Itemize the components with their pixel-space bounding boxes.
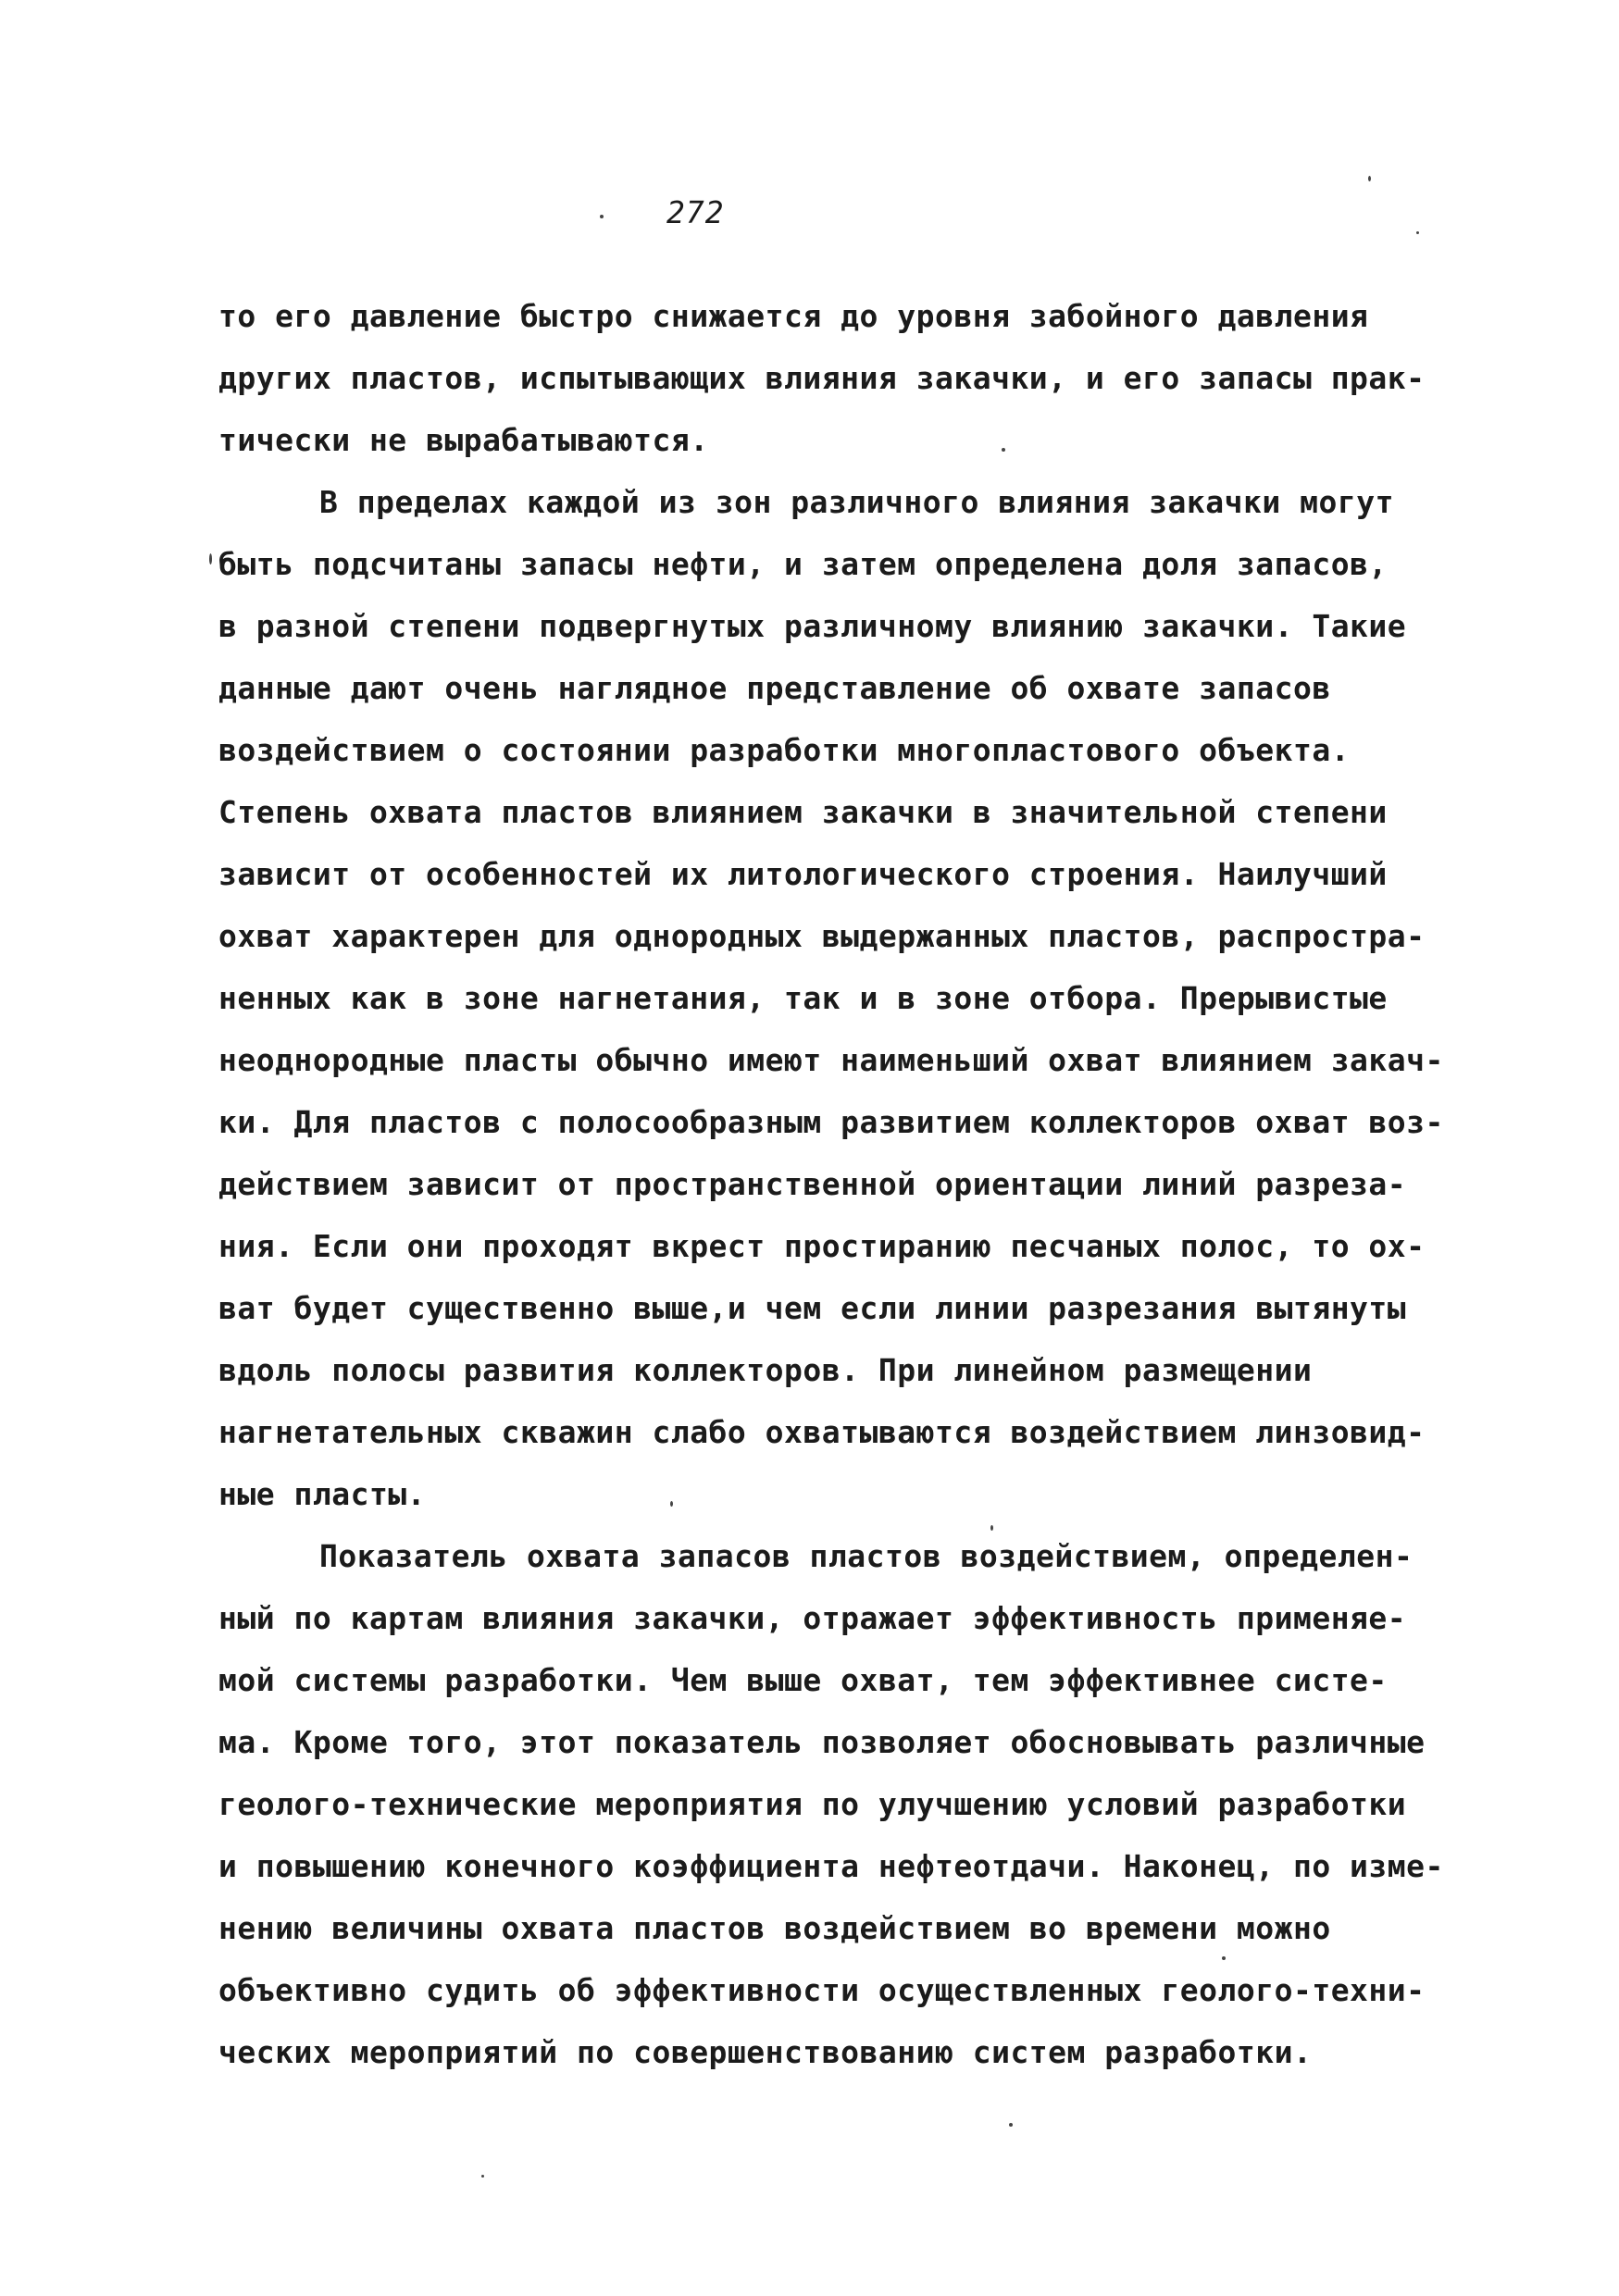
scan-speck: [1009, 2123, 1013, 2127]
text-line: неоднородные пласты обычно имеют наименьший охват влиянием закач-: [218, 1042, 1444, 1078]
text-line: ческих мероприятий по совершенствованию систем разработки.: [218, 2034, 1313, 2070]
text-line: ный по картам влияния закачки, отражает эффективность применяе-: [218, 1600, 1407, 1636]
scan-speck: [481, 2175, 484, 2178]
scan-speck: [600, 215, 604, 218]
text-line: ненных как в зоне нагнетания, так и в зоне отбора. Прерывистые: [218, 980, 1388, 1016]
text-line: нагнетательных скважин слабо охватываются воздействием линзовид-: [218, 1414, 1426, 1450]
scan-speck: [1416, 231, 1419, 234]
text-line: мой системы разработки. Чем выше охват, тем эффективнее систе-: [218, 1662, 1388, 1698]
text-line: зависит от особенностей их литологического строения. Наилучший: [218, 856, 1388, 892]
text-line: ват будет существенно выше,и чем если линии разрезания вытянуты: [218, 1290, 1407, 1326]
text-line: геолого-технические мероприятия по улучшению условий разработки: [218, 1786, 1407, 1822]
text-line: других пластов, испытывающих влияния закачки, и его запасы прак-: [218, 360, 1426, 396]
scan-speck: [670, 1501, 673, 1507]
text-line: охват характерен для однородных выдержанных пластов, распростра-: [218, 918, 1426, 954]
scan-speck: [209, 553, 212, 565]
text-line: вдоль полосы развития коллекторов. При линейном размещении: [218, 1352, 1313, 1388]
text-line: в разной степени подвергнутых различному влиянию закачки. Такие: [218, 608, 1407, 644]
text-line: ния. Если они проходят вкрест простиранию песчаных полос, то ох-: [218, 1228, 1426, 1264]
scan-speck: [1368, 176, 1371, 181]
text-line: воздействием о состоянии разработки многопластового объекта.: [218, 732, 1351, 768]
scan-speck: [1222, 1956, 1226, 1960]
page-number: 272: [666, 194, 725, 230]
text-line: то его давление быстро снижается до уровня забойного давления: [218, 298, 1369, 334]
scan-speck: [990, 1525, 993, 1531]
text-line: В пределах каждой из зон различного влияния закачки могут: [319, 484, 1394, 520]
text-line: тически не вырабатываются.: [218, 422, 709, 458]
text-line: ки. Для пластов с полосообразным развитием коллекторов охват воз-: [218, 1104, 1444, 1140]
text-line: данные дают очень наглядное представление об охвате запасов: [218, 670, 1331, 706]
text-line: Показатель охвата запасов пластов воздействием, определен-: [319, 1538, 1414, 1574]
scan-speck: [1002, 448, 1005, 452]
text-line: и повышению конечного коэффициента нефтеотдачи. Наконец, по изме-: [218, 1848, 1444, 1884]
text-line: ма. Кроме того, этот показатель позволяет обосновывать различные: [218, 1724, 1426, 1760]
text-line: ные пласты.: [218, 1476, 427, 1512]
text-line: Степень охвата пластов влиянием закачки в значительной степени: [218, 794, 1388, 830]
text-line: нению величины охвата пластов воздействием во времени можно: [218, 1910, 1331, 1946]
text-line: объективно судить об эффективности осуществленных геолого-техни-: [218, 1972, 1426, 2008]
text-line: быть подсчитаны запасы нефти, и затем определена доля запасов,: [218, 546, 1388, 582]
text-line: действием зависит от пространственной ориентации линий разреза-: [218, 1166, 1407, 1202]
